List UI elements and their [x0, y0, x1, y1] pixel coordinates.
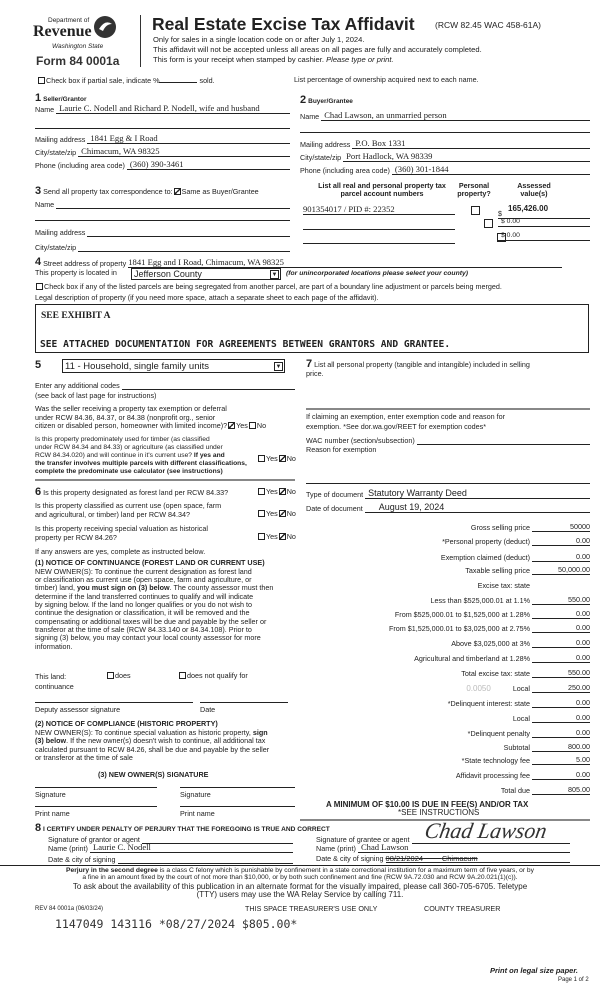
parcel-input-2[interactable] — [303, 229, 455, 230]
header-line2: This affidavit will not be accepted unless all areas on all pages are fully and accurately completed. — [153, 45, 482, 54]
calc-row — [451, 638, 590, 648]
calc-label: Total due — [500, 786, 530, 795]
partial-sale-row: Check box if partial sale, indicate % sold. — [37, 77, 215, 85]
segregated-checkbox[interactable] — [36, 283, 43, 290]
calc-value[interactable]: 0.00 — [532, 770, 590, 780]
signature-label-2: Signature — [180, 790, 211, 799]
exemption-note: If claiming an exemption, enter exemption code and reason for exemption. *See dor.wa.gov/REET for exemption codes* — [306, 412, 505, 432]
calc-value[interactable]: 0.00 — [532, 653, 590, 663]
county-note: (for unincorporated locations please select your county) — [286, 270, 469, 277]
historic-yes-checkbox[interactable] — [258, 533, 265, 540]
calc-label: Total excise tax: state — [461, 669, 530, 678]
does-not-checkbox[interactable] — [179, 672, 186, 679]
calc-value[interactable]: 50000 — [532, 522, 590, 532]
rcw-reference: (RCW 82.45 WAC 458-61A) — [435, 20, 541, 30]
corr-mailing-field[interactable]: Mailing address — [35, 227, 290, 237]
timber-no-checkbox[interactable] — [279, 455, 286, 462]
grantee-name-field[interactable]: Name (print) Chad Lawson — [316, 843, 570, 853]
grantee-date-field[interactable]: Date & city of signing 08/21/2024 Chimacum — [316, 854, 570, 863]
historic-answer: Yes No — [257, 533, 296, 541]
assessed-value-3[interactable]: $ 0.00 — [498, 233, 590, 241]
calc-label: Less than $525,000.01 at 1.1% — [430, 596, 530, 605]
partial-sale-checkbox[interactable] — [38, 77, 45, 84]
calc-row — [430, 595, 590, 605]
calc-row — [468, 728, 590, 738]
buyer-phone-field[interactable]: Phone (including area code) (360) 301-1844 — [300, 165, 590, 175]
calc-label: Excise tax: state — [477, 581, 530, 590]
calc-label: *State technology fee — [461, 756, 530, 765]
answers-note: If any answers are yes, complete as instructed below. — [35, 547, 206, 556]
assessed-header: Assessed value(s) — [517, 181, 551, 199]
calc-row — [442, 536, 590, 546]
codes-note: (see back of last page for instructions) — [35, 391, 157, 400]
calc-value[interactable]: 550.00 — [532, 595, 590, 605]
forest-answer: Yes No — [257, 488, 296, 496]
calc-row — [389, 623, 590, 633]
legal-line-2: SEE ATTACHED DOCUMENTATION FOR AGREEMENTS BETWEEN GRANTORS AND GRANTEE. — [40, 339, 451, 350]
assessed-value-2[interactable]: $ 0.00 — [498, 219, 590, 227]
corr-city-field[interactable]: City/state/zip — [35, 242, 290, 252]
property-street-field[interactable]: 4 Street address of property 1841 Egg and I Road, Chimacum, WA 98325 — [35, 256, 562, 268]
buyer-city-field[interactable]: City/state/zip Port Hadlock, WA 98339 — [300, 152, 590, 162]
calc-row — [414, 653, 590, 663]
calc-value[interactable]: 0.00 — [532, 536, 590, 546]
page-title: Real Estate Excise Tax Affidavit — [152, 14, 415, 34]
compliance-text: NEW OWNER(S): To continue special valuation as historic property, sign (3) below. If the new owner(s) doesn't wish to continue, all additional tax calculated pursuant to RCW 84.26, shall be due and payable by the seller or transferor at the time of sale — [35, 728, 270, 762]
land-label: This land: continuance — [35, 672, 74, 692]
does-option: does — [106, 672, 131, 680]
correspondence-heading: 3 Send all property tax correspondence to: Same as Buyer/Grantee — [35, 185, 259, 197]
calc-row — [501, 785, 590, 795]
calc-label: From $525,000.01 to $1,525,000 at 1.28% — [394, 610, 530, 619]
timber-question: Is this property predominately used for timber (as classified under RCW 84.34 and 84.33) or agriculture (as classified under RCW 84.34.020) and will continue in it's current use? If yes and the transfer involves multiple parcels with different classifications, complete the predominate use calculator (see instructions) — [35, 436, 247, 476]
receipt-stamp: 1147049 143116 *08/27/2024 $805.00* — [55, 917, 298, 931]
segregated-row: Check box if any of the listed parcels are being segregated from another parcel, are part of a boundary line adjustment or parcels being merged. — [35, 283, 502, 291]
additional-codes-field[interactable]: Enter any additional codes — [35, 380, 295, 390]
calc-value[interactable]: 0.00 — [532, 638, 590, 648]
buyer-mailing-field[interactable]: Mailing address P.O. Box 1331 — [300, 139, 590, 149]
calc-label: Subtotal — [503, 743, 530, 752]
calc-row — [441, 552, 590, 562]
calc-label: Local — [512, 684, 530, 693]
seller-phone-field[interactable]: Phone (including area code) (360) 390-3461 — [35, 160, 290, 170]
calc-label: *Personal property (deduct) — [442, 537, 530, 546]
alt-format-notice: To ask about the availability of this publication in an alternate format for the visually impaired, please call 360-705-6705. Teletype (TTY) users may use the WA Relay Service by calling 711. — [72, 882, 528, 899]
deputy-date-line[interactable] — [200, 702, 288, 703]
doc-type-field[interactable]: Type of document Statutory Warranty Deed — [306, 489, 590, 499]
ownership-note: List percentage of ownership acquired next to each name. — [294, 75, 479, 84]
continuance-title: (1) NOTICE OF CONTINUANCE (FOREST LAND OR CURRENT USE) — [35, 558, 265, 567]
section-5-number: 5 — [35, 359, 42, 371]
calc-value[interactable]: 50,000.00 — [532, 565, 590, 575]
owner-signature-line-1[interactable] — [35, 787, 157, 788]
county-select[interactable]: Jefferson County ▼ — [131, 268, 281, 280]
print-name-label-1: Print name — [35, 809, 70, 818]
does-not-option: does not qualify for — [178, 672, 248, 680]
minimum-due-note: A MINIMUM OF $10.00 IS DUE IN FEE(S) AND/OR TAX — [326, 800, 529, 809]
calc-row — [456, 770, 590, 780]
continuance-text: NEW OWNER(S): To continue the current designation as forest land or classification as current use (open space, farm and agriculture, or timber) land, you must sign on (3) below. The county assessor must then determine if the land transferred continues to qualify and will indicate by signing below. If the land no longer qualifies or you do not wish to continue the designation or classification, it will be removed and the compensating or additional taxes will be due and payable by the seller or transferor at the time of sale (RCW 84.33.140 or 84.34.108). Prior to signing (3) below, you may contact your local county assessor for more information. — [35, 566, 274, 651]
calc-label: *Delinquent interest: state — [447, 699, 530, 708]
calc-value[interactable]: 0.00 — [532, 728, 590, 738]
chevron-down-icon: ▼ — [275, 364, 282, 370]
legal-label: Legal description of property (if you need more space, attach a separate sheet to each page of the affidavit). — [35, 293, 379, 302]
logo-dept: Department of — [48, 17, 90, 24]
personal-checkbox-2[interactable] — [484, 219, 493, 228]
grantor-signature-field[interactable]: Signature of grantor or agent — [48, 834, 293, 844]
legal-line-1: SEE EXHIBIT A — [41, 311, 111, 321]
timber-answer: Yes No — [257, 455, 296, 463]
calc-row — [448, 698, 590, 708]
header-line3: This form is your receipt when stamped by cashier. Please type or print. — [153, 55, 394, 64]
land-use-select[interactable]: 11 - Household, single family units ▼ — [62, 359, 285, 373]
see-instructions: *SEE INSTRUCTIONS — [398, 808, 480, 817]
calc-row — [461, 668, 590, 678]
logo-revenue: Revenue — [33, 23, 92, 40]
calc-label: Gross selling price — [470, 523, 530, 532]
calc-value[interactable]: 0.00 — [532, 623, 590, 633]
calc-label: Exemption claimed (deduct) — [440, 553, 530, 562]
calc-row — [504, 742, 590, 752]
local-rate: 0.0050 — [466, 684, 491, 693]
same-as-buyer-checkbox[interactable] — [174, 188, 181, 195]
parcel-input-3[interactable] — [303, 243, 455, 244]
grantor-name-field[interactable]: Name (print) Laurie C. Nodell — [48, 843, 293, 853]
personal-property-label: 7 List all personal property (tangible and intangible) included in selling price. — [306, 358, 530, 378]
calc-value[interactable]: 0.00 — [532, 698, 590, 708]
timber-yes-checkbox[interactable] — [258, 455, 265, 462]
logo-swirl-icon — [92, 14, 118, 40]
grantee-signature: Chad Lawson — [422, 818, 549, 843]
calc-label: Above $3,025,000 at 3% — [451, 639, 530, 648]
calc-label: Taxable selling price — [465, 566, 530, 575]
reason-field[interactable] — [306, 483, 590, 484]
forest-no-checkbox[interactable] — [279, 488, 286, 495]
logo-state: Washington State — [52, 43, 104, 50]
form-number: Form 84 0001a — [36, 54, 120, 68]
assessed-value-1[interactable]: $ 165,426.00 — [498, 210, 590, 219]
forest-question: 6 Is this property designated as forest land per RCW 84.33? — [35, 486, 229, 498]
does-checkbox[interactable] — [107, 672, 114, 679]
buyer-heading: 2 Buyer/Grantee — [300, 94, 353, 106]
calc-row — [478, 581, 530, 590]
personal-header: Personal property? — [457, 181, 491, 199]
doc-date-field[interactable]: Date of document August 19, 2024 — [306, 503, 590, 513]
grantor-date-field[interactable]: Date & city of signing — [48, 854, 293, 864]
seller-mailing-field[interactable]: Mailing address 1841 Egg & I Road — [35, 134, 290, 144]
treasurer-use: THIS SPACE TREASURER'S USE ONLY — [245, 904, 378, 913]
calc-value[interactable]: 800.00 — [532, 742, 590, 752]
calc-label: *Delinquent penalty — [467, 729, 530, 738]
calc-value[interactable]: 0.00 — [532, 609, 590, 619]
grantee-signature-field[interactable]: Signature of grantee or agent — [316, 834, 570, 844]
calc-label: Affidavit processing fee — [455, 771, 530, 780]
current-use-no-checkbox[interactable] — [279, 510, 286, 517]
chevron-down-icon: ▼ — [271, 272, 278, 278]
print-name-line-2[interactable] — [180, 806, 295, 807]
reason-label: Reason for exemption — [306, 445, 377, 454]
calc-row — [513, 713, 590, 723]
current-use-answer: Yes No — [257, 510, 296, 518]
calc-row — [465, 565, 590, 575]
current-use-yes-checkbox[interactable] — [258, 510, 265, 517]
calc-label: Local — [512, 714, 530, 723]
legal-size-note: Print on legal size paper. — [490, 966, 578, 975]
historic-no-checkbox[interactable] — [279, 533, 286, 540]
calc-value[interactable]: 250.00 — [532, 683, 590, 693]
corr-name-field[interactable]: Name — [35, 199, 290, 209]
owner-signature-title: (3) NEW OWNER(S) SIGNATURE — [98, 770, 209, 779]
calc-row — [462, 755, 590, 765]
calc-value[interactable]: 5.00 — [532, 755, 590, 765]
deputy-label: Deputy assessor signature — [35, 705, 121, 714]
partial-percent-input[interactable] — [159, 82, 197, 83]
calc-row — [395, 609, 590, 619]
calc-label: From $1,525,000.01 to $3,025,000 at 2.75% — [388, 624, 530, 633]
buyer-name-field[interactable]: Name Chad Lawson, an unmarried person — [300, 111, 590, 121]
exemption-yes-checkbox[interactable] — [228, 422, 235, 429]
legal-description-box[interactable] — [35, 304, 589, 353]
wac-field[interactable]: WAC number (section/subsection) — [306, 435, 590, 445]
seller-heading: 1 Seller/Grantor — [35, 92, 87, 104]
calc-value[interactable]: 0.00 — [532, 713, 590, 723]
current-use-question: Is this property classified as current use (open space, farm and agricultural, or timber) land per RCW 84.34? — [35, 501, 222, 520]
date-label: Date — [200, 705, 216, 714]
located-label: This property is located in — [35, 268, 117, 277]
signature-label-1: Signature — [35, 790, 66, 799]
calc-value[interactable]: 805.00 — [532, 785, 590, 795]
exemption-no-checkbox[interactable] — [249, 422, 256, 429]
compliance-title: (2) NOTICE OF COMPLIANCE (HISTORIC PROPERTY) — [35, 719, 218, 728]
calc-value[interactable]: 0.00 — [532, 552, 590, 562]
print-name-label-2: Print name — [180, 809, 215, 818]
seller-name-field[interactable]: Name Laurie C. Nodell and Richard P. Nodell, wife and husband — [35, 104, 290, 114]
seller-city-field[interactable]: City/state/zip Chimacum, WA 98325 — [35, 147, 290, 157]
parcel-input-1[interactable]: 901354017 / PID #: 22352 — [303, 205, 455, 215]
county-treasurer: COUNTY TREASURER — [424, 904, 501, 913]
forest-yes-checkbox[interactable] — [258, 488, 265, 495]
exemption-question: Was the seller receiving a property tax exemption or deferral under RCW 84.36, 84.37, or 84.38 (nonprofit org., senior citizen or disabled person, homeowner with limited income)? Yes No — [35, 404, 267, 431]
calc-value[interactable]: 550.00 — [532, 668, 590, 678]
calc-row — [471, 522, 590, 532]
header-line1: Only for sales in a single location code on or after July 1, 2024. — [153, 35, 365, 44]
deputy-signature-line[interactable] — [35, 702, 193, 703]
certify-heading: 8 I CERTIFY UNDER PENALTY OF PERJURY THAT THE FOREGOING IS TRUE AND CORRECT — [35, 822, 330, 834]
perjury-notice: Perjury in the second degree is a class C felony which is punishable by confinement in a state correctional institution for a maximum term of five years, or by a fine in an amount fixed by the court of not more than $10,000, or by both such confinement and fine (RCW 9A.72.030 and RCW 9A.20.021(1)(c)). — [66, 867, 534, 882]
revision: REV 84 0001a (06/03/24) — [35, 906, 104, 912]
personal-checkbox-1[interactable] — [471, 206, 480, 215]
owner-signature-line-2[interactable] — [180, 787, 295, 788]
page-number: Page 1 of 2 — [558, 977, 589, 983]
parcel-header: List all real and personal property tax parcel account numbers — [318, 181, 446, 199]
print-name-line-1[interactable] — [35, 806, 157, 807]
calc-label: Agricultural and timberland at 1.28% — [414, 654, 530, 663]
historic-question: Is this property receiving special valuation as historical property per RCW 84.26? — [35, 524, 208, 543]
calc-row — [466, 683, 590, 693]
